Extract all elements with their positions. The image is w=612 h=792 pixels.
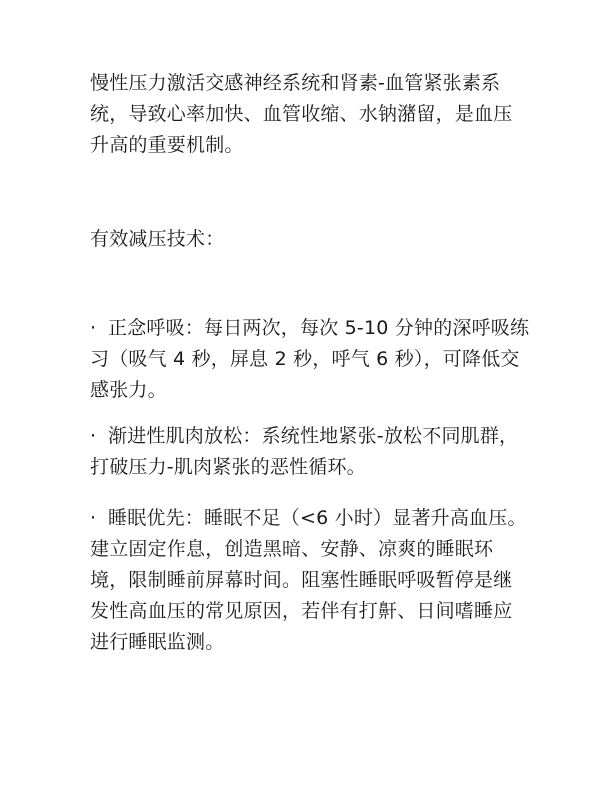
intro-paragraph: 慢性压力激活交感神经系统和肾素-血管紧张素系统，导致心率加快、血管收缩、水钠潴留，是血压升高的重要机制。 xyxy=(90,72,513,156)
bullet-marker: · xyxy=(90,425,97,447)
section-heading: 有效减压技术： xyxy=(90,228,225,250)
list-item xyxy=(90,421,530,483)
list-item xyxy=(90,503,530,658)
bullet-marker: · xyxy=(90,507,97,529)
list-item-text: 正念呼吸：每日两次，每次 5-10 分钟的深呼吸练习（吸气 4 秒，屏息 2 秒，呼气 6 秒），可降低交感张力。 xyxy=(90,317,530,401)
list-item-text: 睡眠优先：睡眠不足（<6 小时）显著升高血压。建立固定作息，创造黑暗、安静、凉爽的睡眠环境，限制睡前屏幕时间。阻塞性睡眠呼吸暂停是继发性高血压的常见原因，若伴有打鼾、日间嗜睡应进行睡眠监测。 xyxy=(90,507,527,653)
list-item-text: 渐进性肌肉放松：系统性地紧张-放松不同肌群，打破压力-肌肉紧张的恶性循环。 xyxy=(90,425,519,478)
list-item xyxy=(90,313,530,406)
bullet-marker: · xyxy=(90,317,97,339)
